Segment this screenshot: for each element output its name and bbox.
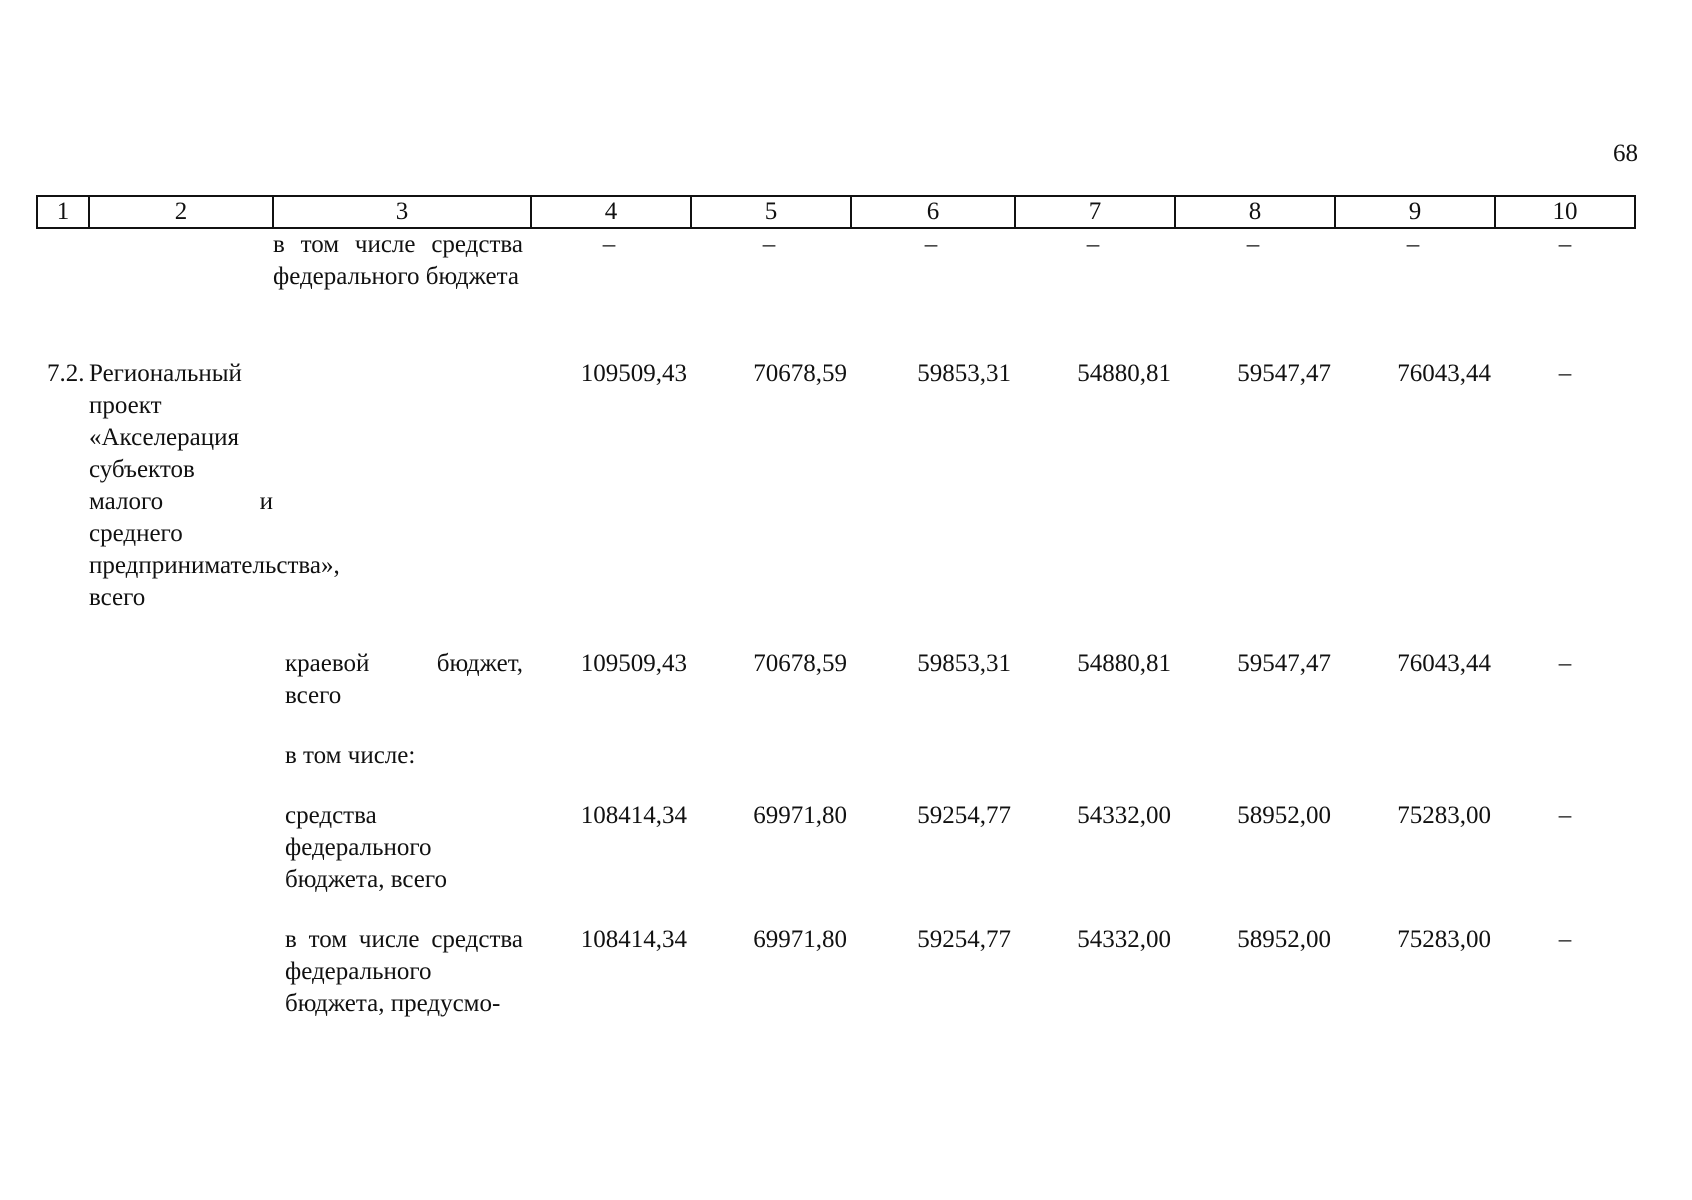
budget-table [36, 195, 1636, 1020]
value-cell-8: 58952,00 [1237, 802, 1331, 829]
row-number-cell: 7.2. [47, 360, 85, 387]
project-name-cell [89, 228, 273, 358]
value-cell-9 [1335, 740, 1495, 800]
value-cell-4: 108414,34 [580, 802, 687, 829]
value-cell-5 [691, 740, 851, 800]
value-cell-7: 54880,81 [1077, 360, 1171, 387]
value-cell-10: – [1558, 360, 1572, 387]
row-number-cell [37, 648, 89, 740]
funding-source-cell: краевой бюджет, всего [285, 650, 523, 709]
row-number-cell [37, 740, 89, 800]
value-cell-4: 109509,43 [580, 360, 687, 387]
table-row [37, 648, 1635, 740]
value-cell-9: 76043,44 [1397, 360, 1491, 387]
value-cell-5: 69971,80 [753, 926, 847, 953]
value-cell-6: – [924, 231, 938, 258]
header-cell-9: 9 [1335, 196, 1495, 228]
project-name-cell [89, 740, 273, 800]
value-cell-6: 59853,31 [917, 650, 1011, 677]
value-cell-7 [1015, 740, 1175, 800]
table-row [37, 800, 1635, 924]
value-cell-8 [1175, 740, 1335, 800]
value-cell-10: – [1558, 926, 1572, 953]
value-cell-10: – [1558, 802, 1572, 829]
project-name-cell: Региональный проект «Акселерация субъектов малого и среднего предпринимательства», всего [89, 360, 340, 611]
value-cell-4: 108414,34 [580, 926, 687, 953]
header-cell-1: 1 [37, 196, 89, 228]
funding-source-cell: в том числе средства федерального бюджета, предусмо- [285, 926, 523, 1017]
value-cell-6: 59853,31 [917, 360, 1011, 387]
header-cell-2: 2 [89, 196, 273, 228]
value-cell-4: 109509,43 [580, 650, 687, 677]
table-row [37, 228, 1635, 358]
header-cell-4: 4 [531, 196, 691, 228]
page-number: 68 [1613, 140, 1638, 167]
value-cell-5: 70678,59 [753, 360, 847, 387]
header-cell-5: 5 [691, 196, 851, 228]
value-cell-5: – [762, 231, 776, 258]
header-cell-7: 7 [1015, 196, 1175, 228]
header-row [37, 196, 1635, 228]
value-cell-10: – [1558, 650, 1572, 677]
value-cell-7: 54332,00 [1077, 802, 1171, 829]
funding-source-cell: в том числе средства федерального бюджета [273, 231, 523, 290]
value-cell-7: 54332,00 [1077, 926, 1171, 953]
value-cell-5: 69971,80 [753, 802, 847, 829]
value-cell-6: 59254,77 [917, 802, 1011, 829]
project-name-cell [89, 648, 273, 740]
value-cell-9: 76043,44 [1397, 650, 1491, 677]
value-cell-8: – [1246, 231, 1260, 258]
value-cell-10: – [1558, 231, 1572, 258]
table-row [37, 740, 1635, 800]
row-number-cell [37, 924, 89, 1020]
value-cell-8: 59547,47 [1237, 360, 1331, 387]
value-cell-9: – [1406, 231, 1420, 258]
header-cell-3: 3 [273, 196, 531, 228]
table-row [37, 358, 1635, 648]
project-name-cell [89, 924, 273, 1020]
value-cell-10 [1495, 740, 1635, 800]
funding-source-cell: средства федерального бюджета, всего [285, 802, 447, 893]
row-number-cell [37, 228, 89, 358]
value-cell-7: 54880,81 [1077, 650, 1171, 677]
value-cell-8: 59547,47 [1237, 650, 1331, 677]
table-row [37, 924, 1635, 1020]
value-cell-8: 58952,00 [1237, 926, 1331, 953]
value-cell-6: 59254,77 [917, 926, 1011, 953]
header-cell-6: 6 [851, 196, 1015, 228]
header-cell-8: 8 [1175, 196, 1335, 228]
value-cell-4 [531, 740, 691, 800]
value-cell-4: – [602, 231, 616, 258]
value-cell-6 [851, 740, 1015, 800]
project-name-cell [89, 800, 273, 924]
value-cell-9: 75283,00 [1397, 926, 1491, 953]
funding-source-cell: в том числе: [285, 742, 416, 769]
funding-source-cell [273, 358, 531, 648]
value-cell-7: – [1086, 231, 1100, 258]
row-number-cell [37, 800, 89, 924]
value-cell-5: 70678,59 [753, 650, 847, 677]
value-cell-9: 75283,00 [1397, 802, 1491, 829]
header-cell-10: 10 [1495, 196, 1635, 228]
